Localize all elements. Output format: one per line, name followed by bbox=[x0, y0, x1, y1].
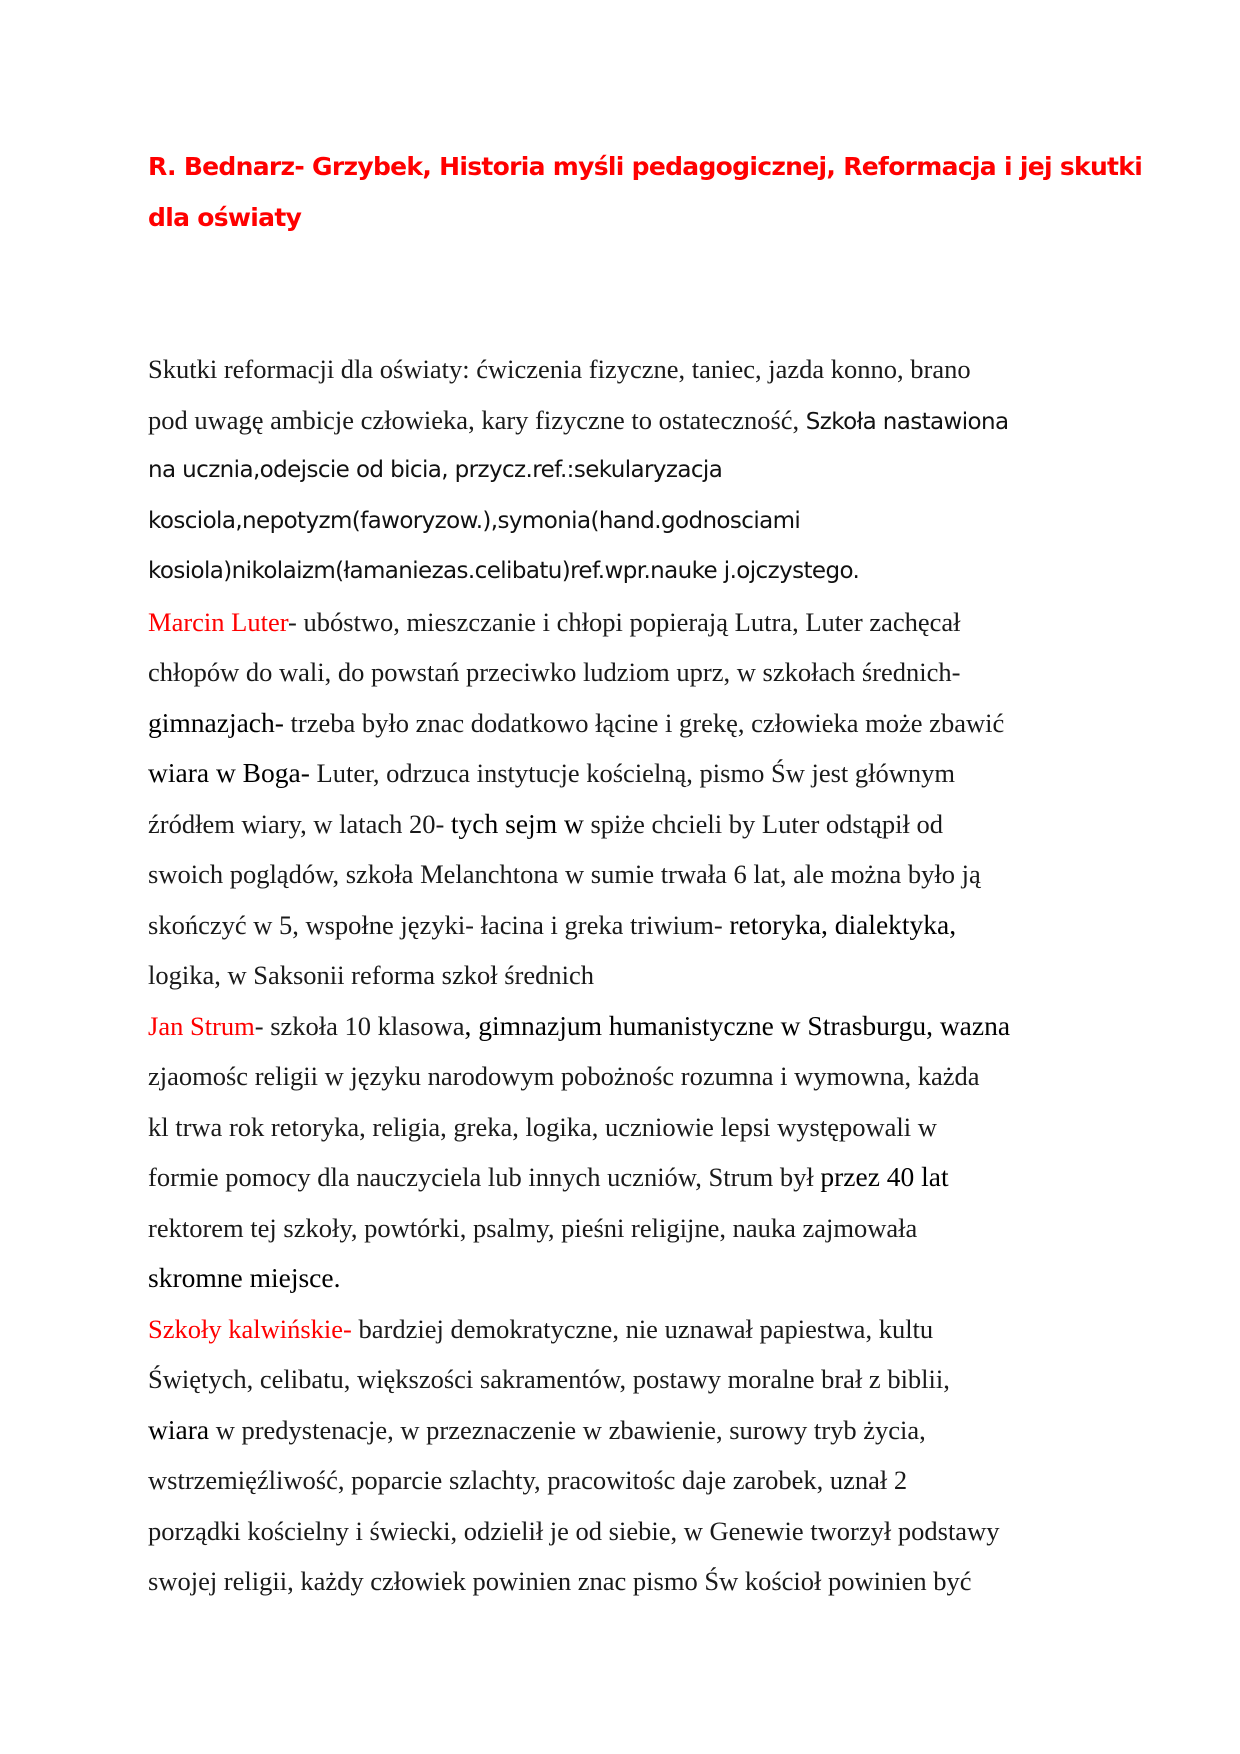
body-text: bardziej demokratyczne, nie uznawał papiestwa, kultu bbox=[351, 1313, 934, 1344]
body-text: gimnazjach- bbox=[148, 706, 284, 738]
body-line bbox=[148, 748, 1118, 799]
body-text: trzeba było znac dodatkowo łącine i grekę, człowieka może zbawić bbox=[283, 707, 1005, 738]
body-line: kosiola)nikolaizm(łamaniezas.celibatu)ref.wpr.nauke j.ojczystego. bbox=[148, 558, 860, 584]
body-text: wiara bbox=[148, 1413, 210, 1445]
body-line bbox=[148, 597, 1118, 648]
body-line bbox=[148, 799, 1118, 850]
document-body bbox=[148, 344, 1118, 1607]
body-line bbox=[148, 1001, 1118, 1052]
body-line: skromne miejsce. bbox=[148, 1262, 341, 1293]
body-text: Szkoła nastawiona bbox=[805, 408, 1009, 435]
body-line: Świętych, celibatu, większości sakramentów, postawy moralne brał z biblii, bbox=[148, 1364, 950, 1394]
body-line: rektorem tej szkoły, powtórki, psalmy, pieśni religijne, nauka zajmowała bbox=[148, 1212, 918, 1243]
section-heading-kalwinskie: Szkoły kalwińskie- bbox=[148, 1313, 352, 1344]
body-line: kl trwa rok retoryka, religia, greka, logika, uczniowie lepsi występowali w bbox=[148, 1111, 937, 1142]
body-text: wiara w Boga- bbox=[148, 757, 310, 788]
body-line bbox=[148, 1152, 1118, 1203]
body-text: spiże chcieli by Luter odstąpił od bbox=[583, 808, 943, 839]
body-line bbox=[148, 900, 1118, 951]
body-text: źródłem wiary, w latach 20- bbox=[148, 808, 451, 839]
body-text: - ubóstwo, mieszczanie i chłopi popierają Lutra, Luter zachęcał bbox=[288, 606, 961, 637]
section-heading-strum: Jan Strum bbox=[148, 1010, 255, 1041]
document-title bbox=[148, 140, 1143, 241]
title-line-2: dla oświaty bbox=[148, 202, 302, 232]
body-line: chłopów do wali, do powstań przeciwko ludziom uprz, w szkołach średnich- bbox=[148, 657, 961, 687]
body-text: , gimnazjum humanistyczne w Strasburgu, wazna bbox=[464, 1009, 1011, 1041]
body-line bbox=[148, 1304, 1118, 1355]
body-text: pod uwagę ambicje człowieka, kary fizyczne to ostateczność, bbox=[148, 404, 806, 435]
body-text: w predystenacje, w przeznaczenie w zbawienie, surowy tryb życia, bbox=[209, 1414, 926, 1445]
body-line: porządki kościelny i świecki, odzielił je od siebie, w Genewie tworzył podstawy bbox=[148, 1515, 1000, 1546]
body-line: swojej religii, każdy człowiek powinien znac pismo Św kościoł powinien być bbox=[148, 1566, 972, 1596]
body-line bbox=[148, 395, 1118, 446]
title-line-1: R. Bednarz- Grzybek, Historia myśli pedagogicznej, Reformacja i jej skutki bbox=[148, 152, 1143, 181]
body-text: skończyć w 5, wspołne języki- łacina i greka triwium- bbox=[148, 909, 730, 940]
body-text: retoryka, dialektyka, bbox=[729, 908, 957, 940]
body-line: logika, w Saksonii reforma szkoł średnich bbox=[148, 960, 594, 990]
body-line: zjaomośc religii w języku narodowym pobożnośc rozumna i wymowna, każda bbox=[148, 1061, 980, 1091]
body-text: formie pomocy dla nauczyciela lub innych uczniów, Strum był bbox=[148, 1162, 821, 1192]
body-text: Luter, odrzuca instytucje kościelną, pismo Św jest głównym bbox=[309, 758, 956, 788]
body-line: swoich poglądów, szkoła Melanchtona w sumie trwała 6 lat, ale można było ją bbox=[148, 859, 981, 889]
body-line: Skutki reformacji dla oświaty: ćwiczenia fizyczne, taniec, jazda konno, brano bbox=[148, 354, 971, 384]
body-text: - szkoła 10 klasowa bbox=[254, 1010, 465, 1041]
body-line: na ucznia,odejscie od bicia, przycz.ref.:sekularyzacja bbox=[148, 457, 723, 483]
body-line bbox=[148, 1405, 1118, 1456]
body-line: kosciola,nepotyzm(faworyzow.),symonia(hand.godnosciami bbox=[148, 507, 801, 534]
body-text: tych sejm w bbox=[450, 807, 584, 839]
section-heading-luter: Marcin Luter bbox=[148, 606, 289, 637]
body-text: przez 40 lat bbox=[820, 1161, 949, 1192]
body-line: wstrzemięźliwość, poparcie szlachty, pracowitośc daje zarobek, uznał 2 bbox=[148, 1465, 908, 1495]
body-line bbox=[148, 698, 1118, 749]
